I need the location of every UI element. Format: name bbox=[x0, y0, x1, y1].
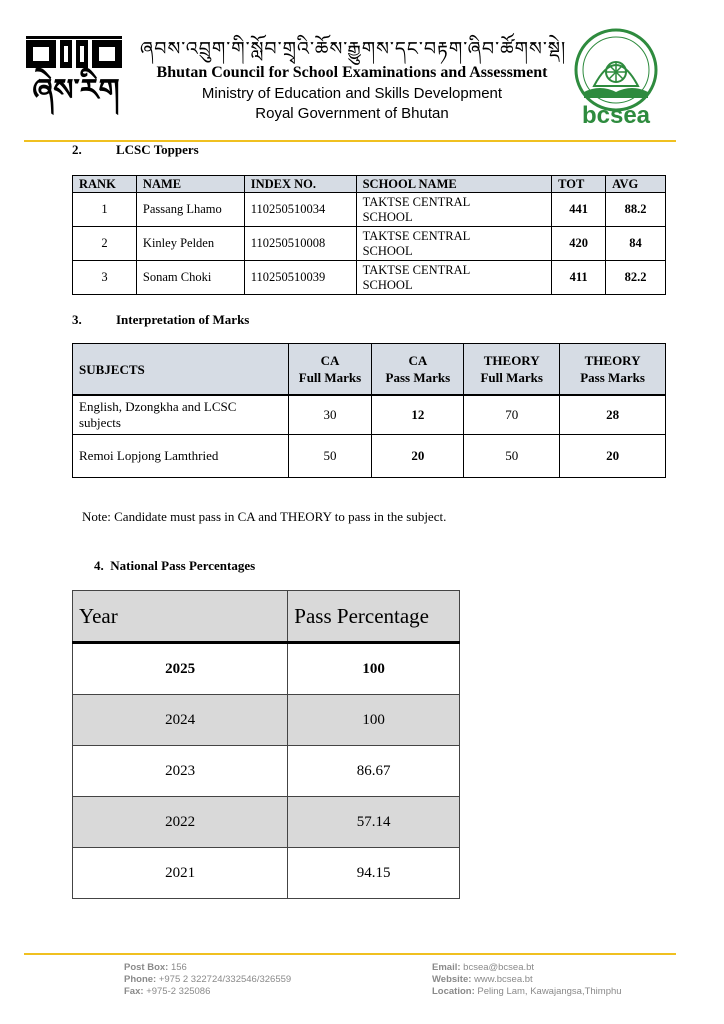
section-title: Interpretation of Marks bbox=[116, 312, 250, 327]
header-line: THEORY bbox=[483, 353, 540, 368]
ca-pass-cell: 20 bbox=[372, 435, 464, 478]
bcsea-emblem-logo bbox=[570, 26, 662, 134]
year-cell: 2024 bbox=[73, 695, 288, 746]
table-row bbox=[73, 227, 666, 261]
column-header: RANK bbox=[73, 176, 137, 193]
website-label: Website: bbox=[432, 974, 472, 985]
ca-full-cell: 50 bbox=[288, 435, 372, 478]
interpretation-table bbox=[72, 343, 666, 478]
column-header: Pass Percentage bbox=[288, 591, 460, 643]
table-row bbox=[73, 193, 666, 227]
rank-cell: 3 bbox=[73, 261, 137, 295]
column-header bbox=[560, 344, 666, 396]
header-line: CA bbox=[320, 353, 340, 368]
fax-value: +975-2 325086 bbox=[146, 986, 211, 997]
pct-cell: 94.15 bbox=[288, 848, 460, 899]
theory-full-cell: 50 bbox=[464, 435, 560, 478]
subject-cell bbox=[73, 395, 289, 435]
column-header: TOT bbox=[552, 176, 606, 193]
school-cell bbox=[356, 227, 552, 261]
section-number: 3. bbox=[72, 312, 82, 327]
post-box-line bbox=[124, 962, 291, 974]
school-line: TAKTSE CENTRAL bbox=[362, 228, 471, 243]
school-cell bbox=[356, 193, 552, 227]
section-heading-interpretation bbox=[72, 312, 249, 328]
website-line bbox=[432, 974, 622, 986]
tot-cell: 411 bbox=[552, 261, 606, 295]
bcsea-dzongkha-logo bbox=[24, 34, 128, 120]
rank-cell: 2 bbox=[73, 227, 137, 261]
toppers-table bbox=[72, 175, 666, 295]
header-line: Full Marks bbox=[298, 370, 362, 385]
column-header: NAME bbox=[136, 176, 244, 193]
email-value[interactable]: bcsea@bcsea.bt bbox=[463, 962, 535, 973]
fax-line bbox=[124, 986, 291, 998]
subject-line: English, Dzongkha and LCSC bbox=[79, 399, 237, 414]
dzongkha-title: ཞབས་འབྲུག་གི་སློབ་གྲྭའི་ཆོས་རྒྱུགས་དང་བརྟག་ཞིབ་ཚོགས་སྡེ། bbox=[140, 38, 567, 60]
pass-percentage-table bbox=[72, 590, 460, 899]
table-row bbox=[73, 797, 460, 848]
column-header bbox=[372, 344, 464, 396]
pass-note: Note: Candidate must pass in CA and THEORY to pass in the subject. bbox=[82, 509, 447, 524]
subject-line: subjects bbox=[79, 415, 121, 430]
email-line bbox=[432, 962, 622, 974]
section-title: National Pass Percentages bbox=[110, 558, 256, 573]
logo-right-text: bcsea bbox=[581, 102, 651, 129]
header-line: THEORY bbox=[584, 353, 641, 368]
name-cell: Sonam Choki bbox=[136, 261, 244, 295]
fax-label: Fax: bbox=[124, 986, 144, 997]
column-header: SUBJECTS bbox=[73, 344, 289, 396]
pct-cell: 100 bbox=[288, 643, 460, 695]
column-header: SCHOOL NAME bbox=[356, 176, 552, 193]
year-cell: 2022 bbox=[73, 797, 288, 848]
table-header-row bbox=[73, 591, 460, 643]
year-cell: 2023 bbox=[73, 746, 288, 797]
post-box-label: Post Box: bbox=[124, 962, 169, 973]
location-label: Location: bbox=[432, 986, 475, 997]
header-line: Full Marks bbox=[480, 370, 543, 385]
table-header-row bbox=[73, 176, 666, 193]
school-line: SCHOOL bbox=[362, 209, 413, 224]
index-cell: 110250510034 bbox=[244, 193, 356, 227]
school-line: TAKTSE CENTRAL bbox=[362, 262, 471, 277]
table-row bbox=[73, 643, 460, 695]
name-cell: Kinley Pelden bbox=[136, 227, 244, 261]
column-header bbox=[464, 344, 560, 396]
column-header: AVG bbox=[606, 176, 666, 193]
table-header-row bbox=[73, 344, 666, 396]
name-cell: Passang Lhamo bbox=[136, 193, 244, 227]
index-cell: 110250510008 bbox=[244, 227, 356, 261]
footer-contact-right bbox=[432, 962, 622, 998]
table-row bbox=[73, 435, 666, 478]
pct-cell: 100 bbox=[288, 695, 460, 746]
table-row bbox=[73, 261, 666, 295]
avg-cell: 82.2 bbox=[606, 261, 666, 295]
avg-cell: 84 bbox=[606, 227, 666, 261]
section-heading-toppers bbox=[72, 142, 199, 158]
council-name: Bhutan Council for School Examinations and Assessment bbox=[156, 64, 548, 81]
tot-cell: 420 bbox=[552, 227, 606, 261]
subject-cell bbox=[73, 435, 289, 478]
school-cell bbox=[356, 261, 552, 295]
column-header bbox=[288, 344, 372, 396]
table-row bbox=[73, 746, 460, 797]
school-line: SCHOOL bbox=[362, 277, 413, 292]
ministry-name: Ministry of Education and Skills Development bbox=[201, 85, 503, 102]
header-line: Pass Marks bbox=[385, 370, 451, 385]
theory-pass-cell: 28 bbox=[560, 395, 666, 435]
section-heading-pass-percentages bbox=[94, 558, 255, 574]
footer-divider bbox=[24, 953, 676, 955]
section-title: LCSC Toppers bbox=[116, 142, 199, 157]
subject-line: Remoi Lopjong Lamthried bbox=[79, 448, 219, 463]
section-number: 4. bbox=[94, 558, 104, 573]
table-row bbox=[73, 848, 460, 899]
website-value[interactable]: www.bcsea.bt bbox=[474, 974, 533, 985]
ca-full-cell: 30 bbox=[288, 395, 372, 435]
theory-pass-cell: 20 bbox=[560, 435, 666, 478]
logo-left-text: ཞེས་རིག bbox=[32, 73, 120, 108]
header-titles bbox=[140, 36, 567, 124]
post-box-value: 156 bbox=[170, 962, 187, 973]
rank-cell: 1 bbox=[73, 193, 137, 227]
email-label: Email: bbox=[432, 962, 461, 973]
table-row bbox=[73, 695, 460, 746]
header-line: Pass Marks bbox=[580, 370, 645, 385]
theory-full-cell: 70 bbox=[464, 395, 560, 435]
avg-cell: 88.2 bbox=[606, 193, 666, 227]
column-header: INDEX NO. bbox=[244, 176, 356, 193]
phone-value: +975 2 322724/332546/326559 bbox=[158, 974, 292, 985]
section-number: 2. bbox=[72, 142, 82, 157]
school-line: SCHOOL bbox=[362, 243, 413, 258]
year-cell: 2021 bbox=[73, 848, 288, 899]
footer-contact-left bbox=[124, 962, 291, 998]
government-name: Royal Government of Bhutan bbox=[255, 105, 449, 122]
phone-line bbox=[124, 974, 291, 986]
school-line: TAKTSE CENTRAL bbox=[362, 194, 471, 209]
pct-cell: 86.67 bbox=[288, 746, 460, 797]
header-line: CA bbox=[408, 353, 428, 368]
tot-cell: 441 bbox=[552, 193, 606, 227]
ca-pass-cell: 12 bbox=[372, 395, 464, 435]
location-line bbox=[432, 986, 622, 998]
pct-cell: 57.14 bbox=[288, 797, 460, 848]
phone-label: Phone: bbox=[124, 974, 157, 985]
column-header: Year bbox=[73, 591, 288, 643]
index-cell: 110250510039 bbox=[244, 261, 356, 295]
location-value: Peling Lam, Kawajangsa,Thimphu bbox=[477, 986, 622, 997]
table-row bbox=[73, 395, 666, 435]
year-cell: 2025 bbox=[73, 643, 288, 695]
